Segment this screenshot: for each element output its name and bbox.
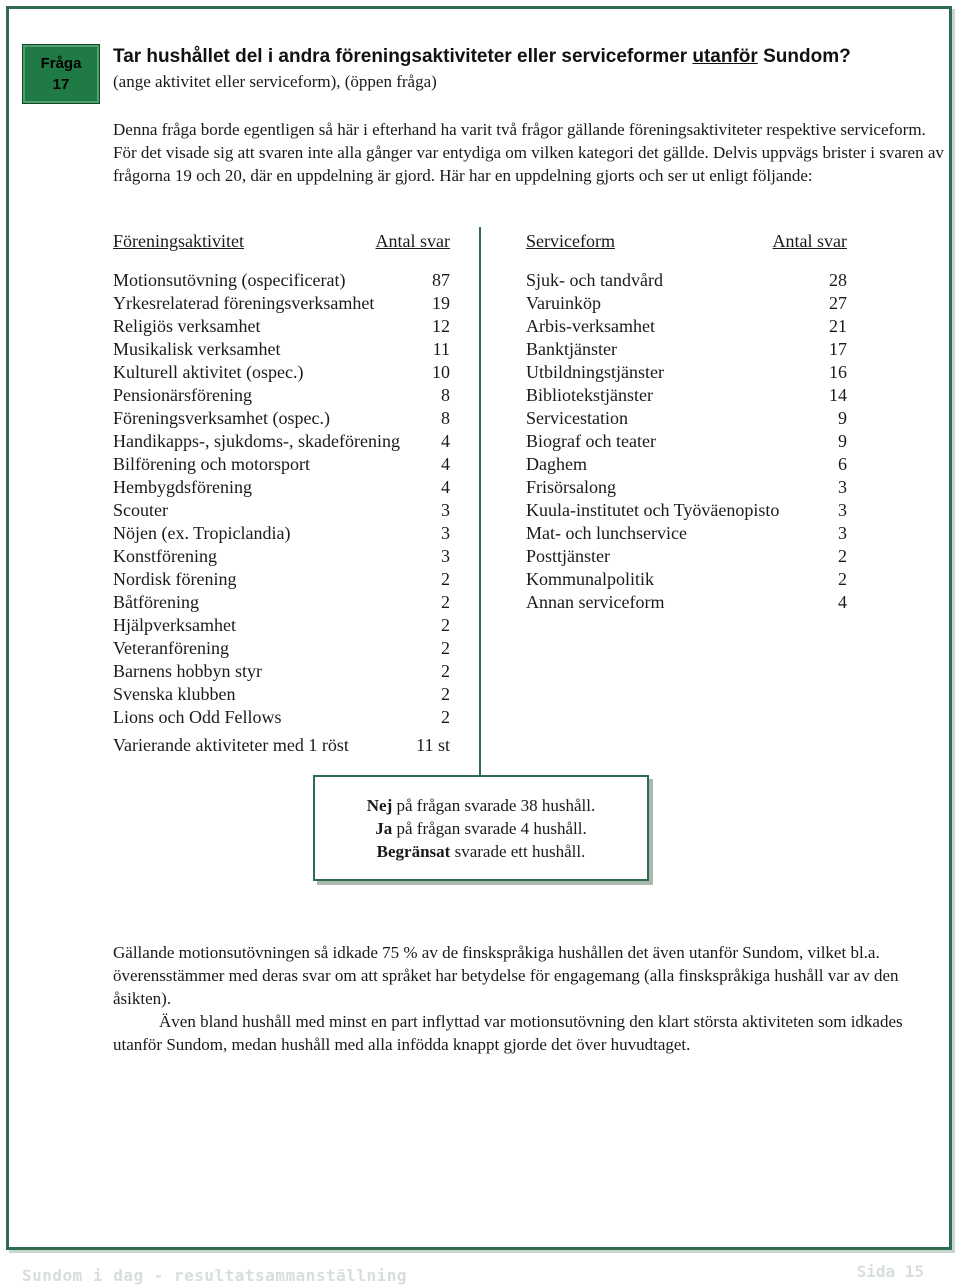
table-row	[113, 660, 450, 683]
table-row	[526, 338, 847, 361]
activities-table	[113, 231, 450, 757]
row-name: Bibliotekstjänster	[526, 385, 653, 405]
table-row	[113, 476, 450, 499]
row-name: Nordisk förening	[113, 569, 237, 589]
activities-rows	[113, 269, 450, 729]
row-count: 3	[838, 477, 847, 497]
table-row	[113, 637, 450, 660]
row-name: Lions och Odd Fellows	[113, 707, 282, 727]
row-name: Biograf och teater	[526, 431, 656, 451]
services-header	[526, 231, 847, 256]
table-row	[113, 430, 450, 453]
question-subtitle: (ange aktivitet eller serviceform), (öppen fråga)	[113, 72, 437, 91]
row-count: 2	[441, 707, 450, 727]
row-name: Mat- och lunchservice	[526, 523, 687, 543]
row-count: 3	[441, 546, 450, 566]
activities-header-count: Antal svar	[375, 231, 450, 251]
table-row	[526, 499, 847, 522]
row-count: 2	[441, 661, 450, 681]
row-name: Svenska klubben	[113, 684, 236, 704]
row-name: Banktjänster	[526, 339, 617, 359]
row-count: 3	[838, 523, 847, 543]
activities-header-name: Föreningsaktivitet	[113, 231, 244, 251]
row-count: 17	[829, 339, 847, 359]
row-count: 10	[432, 362, 450, 382]
answer-text: på frågan svarade 4 hushåll.	[392, 818, 587, 838]
row-name: Båtförening	[113, 592, 199, 612]
conclusion-paragraph-1: Gällande motionsutövningen så idkade 75 % av de finskspråkiga hushållen det även utanför Sundom, vilket bl.a. överensstämmer med deras svar om att språket har betydelse för engagemang (alla finskspråkiga hushåll var av den åsikten).	[113, 943, 899, 1008]
table-row	[526, 568, 847, 591]
table-row	[113, 522, 450, 545]
table-row	[526, 315, 847, 338]
row-count: 87	[432, 270, 450, 290]
row-count: 2	[441, 684, 450, 704]
row-name: Daghem	[526, 454, 587, 474]
row-count: 4	[441, 477, 450, 497]
table-row	[113, 545, 450, 568]
services-header-name: Serviceform	[526, 231, 615, 251]
row-count: 28	[829, 270, 847, 290]
table-row	[526, 269, 847, 292]
row-name: Nöjen (ex. Tropiclandia)	[113, 523, 291, 543]
row-count: 12	[432, 316, 450, 336]
question-title	[113, 46, 943, 68]
table-row	[113, 453, 450, 476]
row-count: 2	[441, 569, 450, 589]
table-row	[113, 591, 450, 614]
conclusion	[113, 941, 943, 1056]
row-name: Sjuk- och tandvård	[526, 270, 663, 290]
table-row	[113, 292, 450, 315]
row-count: 2	[441, 615, 450, 635]
row-name: Handikapps-, sjukdoms-, skadeförening	[113, 431, 400, 451]
table-row	[526, 292, 847, 315]
table-row	[526, 545, 847, 568]
activities-extra-row	[113, 734, 450, 757]
table-row	[526, 453, 847, 476]
answer-strong: Ja	[375, 818, 393, 838]
row-name: Pensionärsförening	[113, 385, 252, 405]
row-count: 4	[441, 431, 450, 451]
row-name: Kuula-institutet och Työväenopisto	[526, 500, 780, 520]
title-text-pre: Tar hushållet del i andra föreningsaktiviteter eller serviceformer	[113, 46, 693, 67]
row-name: Annan serviceform	[526, 592, 665, 612]
footer-page-number: Sida 15	[856, 1262, 924, 1281]
answer-line	[367, 794, 595, 817]
row-name: Kulturell aktivitet (ospec.)	[113, 362, 304, 382]
answer-strong: Nej	[366, 795, 393, 815]
row-count: 8	[441, 385, 450, 405]
row-name: Hembygdsförening	[113, 477, 252, 497]
row-name: Frisörsalong	[526, 477, 616, 497]
table-row	[113, 384, 450, 407]
row-name: Musikalisk verksamhet	[113, 339, 281, 359]
table-row	[113, 338, 450, 361]
row-name: Barnens hobbyn styr	[113, 661, 262, 681]
table-row	[113, 361, 450, 384]
table-row	[113, 568, 450, 591]
answer-text: på frågan svarade 38 hushåll.	[392, 795, 596, 815]
row-name: Religiös verksamhet	[113, 316, 261, 336]
answers-box	[313, 775, 649, 881]
row-count: 2	[838, 569, 847, 589]
table-row	[526, 407, 847, 430]
answer-line	[375, 817, 586, 840]
row-count: 9	[838, 431, 847, 451]
row-name: Veteranförening	[113, 638, 229, 658]
table-row	[113, 706, 450, 729]
row-count: 2	[441, 638, 450, 658]
table-row	[526, 476, 847, 499]
divider-vertical	[479, 227, 481, 775]
activities-extra-name: Varierande aktiviteter med 1 röst	[113, 735, 349, 755]
row-count: 14	[829, 385, 847, 405]
row-count: 2	[838, 546, 847, 566]
answer-line	[377, 840, 586, 863]
row-count: 3	[838, 500, 847, 520]
table-row	[526, 361, 847, 384]
row-name: Yrkesrelaterad föreningsverksamhet	[113, 293, 375, 313]
table-row	[526, 591, 847, 614]
table-row	[526, 430, 847, 453]
row-name: Arbis-verksamhet	[526, 316, 655, 336]
row-count: 3	[441, 523, 450, 543]
activities-header	[113, 231, 450, 256]
row-name: Föreningsverksamhet (ospec.)	[113, 408, 330, 428]
footer-title: Sundom i dag - resultatsammanställning	[22, 1266, 408, 1285]
table-row	[113, 269, 450, 292]
services-header-count: Antal svar	[772, 231, 847, 251]
table-row	[526, 522, 847, 545]
row-count: 16	[829, 362, 847, 382]
row-count: 21	[829, 316, 847, 336]
row-name: Hjälpverksamhet	[113, 615, 236, 635]
row-count: 27	[829, 293, 847, 313]
answer-text: svarade ett hushåll.	[450, 841, 586, 861]
row-name: Scouter	[113, 500, 168, 520]
badge-number: 17	[52, 76, 70, 93]
badge-label: Fråga	[40, 55, 82, 72]
question-badge	[22, 44, 100, 104]
row-count: 3	[441, 500, 450, 520]
intro-paragraph: Denna fråga borde egentligen så här i efterhand ha varit två frågor gällande föreningsaktiviteter respektive serviceform. För det visade sig att svaren inte alla gånger var entydiga om vilken kategori det gällde. Delvis uppvägs brister i svaren av frågorna 19 och 20, där en uppdelning är gjord. Här har en uppdelning gjorts och ser ut enligt följande:	[113, 120, 944, 185]
table-row	[526, 384, 847, 407]
row-count: 8	[441, 408, 450, 428]
row-name: Bilförening och motorsport	[113, 454, 310, 474]
table-row	[113, 614, 450, 637]
row-name: Kommunalpolitik	[526, 569, 654, 589]
row-name: Konstförening	[113, 546, 217, 566]
conclusion-paragraph-2: Även bland hushåll med minst en part inflyttad var motionsutövning den klart största aktiviteten som idkades utanför Sundom, medan hushåll med alla infödda knappt gjorde det över huvudtaget.	[113, 1012, 903, 1054]
activities-extra-count: 11 st	[416, 735, 450, 755]
table-row	[113, 683, 450, 706]
row-count: 9	[838, 408, 847, 428]
title-text-underlined: utanför	[692, 46, 758, 67]
services-rows	[526, 269, 847, 614]
row-name: Utbildningstjänster	[526, 362, 664, 382]
row-name: Servicestation	[526, 408, 628, 428]
answer-strong: Begränsat	[376, 841, 451, 861]
row-name: Motionsutövning (ospecificerat)	[113, 270, 346, 290]
table-row	[113, 407, 450, 430]
row-count: 4	[441, 454, 450, 474]
row-count: 4	[838, 592, 847, 612]
table-row	[113, 315, 450, 338]
row-count: 2	[441, 592, 450, 612]
row-name: Varuinköp	[526, 293, 601, 313]
row-count: 19	[432, 293, 450, 313]
row-count: 6	[838, 454, 847, 474]
row-name: Posttjänster	[526, 546, 610, 566]
table-row	[113, 499, 450, 522]
services-table	[526, 231, 847, 614]
title-text-post: Sundom?	[757, 46, 851, 67]
row-count: 11	[432, 339, 450, 359]
